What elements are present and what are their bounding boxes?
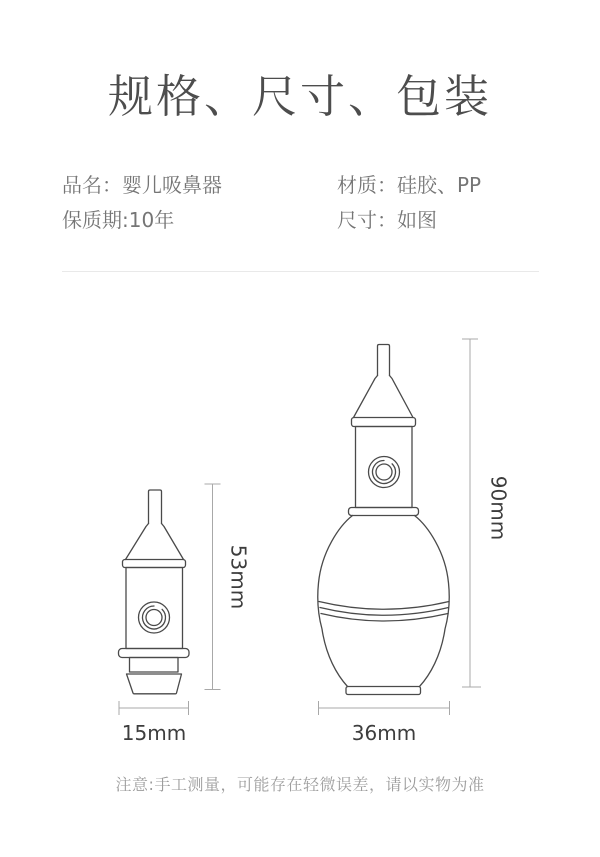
large-part-width-label: 36mm [351,721,417,745]
small-part-cone-left [126,524,149,560]
small-part-rim [123,560,186,568]
bulb-base [346,687,421,695]
large-part-collar [349,508,419,516]
large-part-cone-left [354,376,378,418]
large-part-drawing [318,345,449,695]
spec-label: 材质： [337,173,397,197]
small-part-stem [149,490,162,524]
bulb-outline-left [318,516,353,687]
small-part-hole-outer [139,602,170,633]
large-part-stem [378,345,390,376]
page-title: 规格、尺寸、包装 [107,70,492,123]
spec-label: 品名： [62,173,122,197]
small-part-dimensions [119,484,221,715]
large-part-hole-inner [376,464,392,480]
spec-value: 10年 [128,208,175,232]
small-part-neck [130,658,179,673]
small-part-height-label: 53mm [226,544,251,610]
large-part-body [356,427,413,508]
small-part-flange [119,649,190,658]
spec-value: 硅胶、PP [397,173,482,197]
spec-label: 保质期: [62,208,129,232]
small-part-width-label: 15mm [121,721,187,745]
measurement-note: 注意:手工测量，可能存在轻微误差，请以实物为准 [115,775,485,794]
large-part-height-label: 90mm [486,475,511,541]
spec-value: 婴儿吸鼻器 [122,173,222,197]
large-part-rim [352,418,416,427]
spec-value: 如图 [397,208,437,232]
small-part-plug [127,674,182,694]
large-part-cone-right [390,376,414,418]
small-part-drawing [119,490,190,694]
spec-label: 尺寸： [337,208,397,232]
bulb-outline-right [415,516,450,687]
large-part-hole-outer [369,457,400,488]
small-part-body [126,568,183,649]
bulb-squeeze-line-1 [319,602,449,610]
small-part-cone-right [162,524,184,560]
small-part-hole-inner [146,610,162,626]
large-part-dimensions [319,339,482,715]
